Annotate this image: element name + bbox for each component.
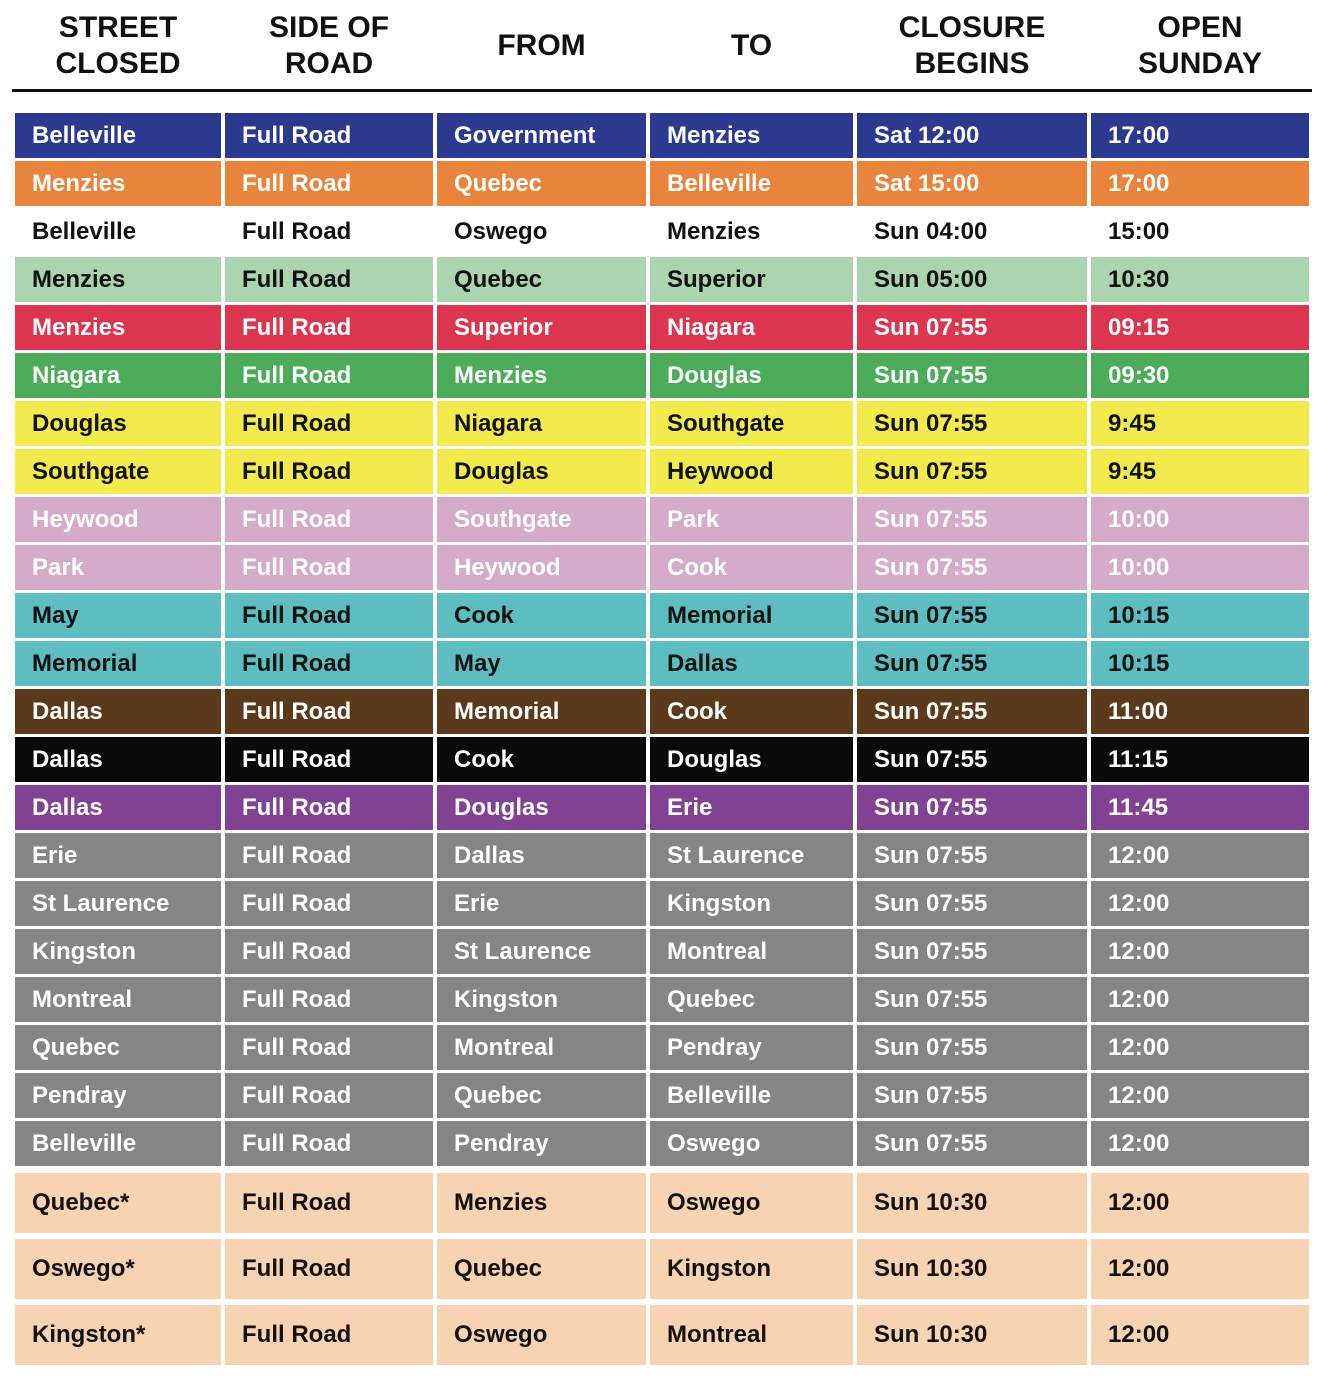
cell-street-closed: Kingston <box>15 929 221 974</box>
cell-from: Superior <box>437 305 646 350</box>
cell-street-closed: Heywood <box>15 497 221 542</box>
table-row <box>0 881 1324 926</box>
cell-street-closed: Montreal <box>15 977 221 1022</box>
cell-to: Douglas <box>650 353 853 398</box>
cell-open-sunday: 9:45 <box>1091 401 1309 446</box>
cell-open-sunday: 10:00 <box>1091 497 1309 542</box>
cell-from: Southgate <box>437 497 646 542</box>
cell-street-closed: Dallas <box>15 785 221 830</box>
cell-open-sunday: 17:00 <box>1091 113 1309 158</box>
table-row <box>0 641 1324 686</box>
cell-to: Montreal <box>650 929 853 974</box>
table-row <box>0 833 1324 878</box>
cell-street-closed: Oswego* <box>15 1239 221 1299</box>
cell-closure-begins: Sun 07:55 <box>857 353 1087 398</box>
cell-to: Heywood <box>650 449 853 494</box>
table-row <box>0 353 1324 398</box>
cell-side-of-road: Full Road <box>225 1239 433 1299</box>
cell-to: St Laurence <box>650 833 853 878</box>
cell-from: Oswego <box>437 209 646 254</box>
cell-to: Kingston <box>650 1239 853 1299</box>
table-row <box>0 161 1324 206</box>
table-row <box>0 1025 1324 1070</box>
cell-open-sunday: 12:00 <box>1091 977 1309 1022</box>
header-open-sunday: OPEN SUNDAY <box>1138 11 1262 80</box>
cell-side-of-road: Full Road <box>225 401 433 446</box>
cell-open-sunday: 10:30 <box>1091 257 1309 302</box>
cell-open-sunday: 09:15 <box>1091 305 1309 350</box>
cell-to: Belleville <box>650 161 853 206</box>
cell-to: Quebec <box>650 977 853 1022</box>
cell-to: Montreal <box>650 1305 853 1365</box>
cell-closure-begins: Sun 07:55 <box>857 881 1087 926</box>
cell-open-sunday: 12:00 <box>1091 881 1309 926</box>
cell-street-closed: Menzies <box>15 305 221 350</box>
table-row <box>0 1173 1324 1233</box>
cell-from: Pendray <box>437 1121 646 1166</box>
cell-to: Park <box>650 497 853 542</box>
cell-street-closed: Quebec* <box>15 1173 221 1233</box>
cell-closure-begins: Sun 04:00 <box>857 209 1087 254</box>
cell-street-closed: Menzies <box>15 257 221 302</box>
table-row <box>0 209 1324 254</box>
cell-to: Menzies <box>650 113 853 158</box>
cell-from: Government <box>437 113 646 158</box>
cell-street-closed: Memorial <box>15 641 221 686</box>
table-row <box>0 545 1324 590</box>
cell-side-of-road: Full Road <box>225 497 433 542</box>
cell-open-sunday: 12:00 <box>1091 1025 1309 1070</box>
table-row <box>0 689 1324 734</box>
cell-closure-begins: Sun 07:55 <box>857 737 1087 782</box>
cell-open-sunday: 11:00 <box>1091 689 1309 734</box>
cell-from: Memorial <box>437 689 646 734</box>
cell-side-of-road: Full Road <box>225 737 433 782</box>
cell-open-sunday: 9:45 <box>1091 449 1309 494</box>
cell-closure-begins: Sun 05:00 <box>857 257 1087 302</box>
cell-closure-begins: Sun 07:55 <box>857 305 1087 350</box>
table-row <box>0 977 1324 1022</box>
header-closure-begins: CLOSURE BEGINS <box>898 11 1046 80</box>
cell-from: Oswego <box>437 1305 646 1365</box>
header-side-of-road: SIDE OF ROAD <box>268 11 389 80</box>
header-from: FROM <box>497 29 586 62</box>
cell-side-of-road: Full Road <box>225 1305 433 1365</box>
cell-side-of-road: Full Road <box>225 929 433 974</box>
cell-to: Dallas <box>650 641 853 686</box>
cell-closure-begins: Sun 07:55 <box>857 449 1087 494</box>
cell-street-closed: St Laurence <box>15 881 221 926</box>
cell-open-sunday: 12:00 <box>1091 1073 1309 1118</box>
cell-side-of-road: Full Road <box>225 641 433 686</box>
cell-side-of-road: Full Road <box>225 161 433 206</box>
cell-street-closed: Belleville <box>15 1121 221 1166</box>
cell-closure-begins: Sun 10:30 <box>857 1305 1087 1365</box>
cell-to: Cook <box>650 545 853 590</box>
cell-closure-begins: Sun 10:30 <box>857 1173 1087 1233</box>
table-row <box>0 305 1324 350</box>
cell-side-of-road: Full Road <box>225 305 433 350</box>
cell-to: Douglas <box>650 737 853 782</box>
cell-from: May <box>437 641 646 686</box>
cell-street-closed: Erie <box>15 833 221 878</box>
cell-closure-begins: Sun 07:55 <box>857 1025 1087 1070</box>
cell-from: Menzies <box>437 1173 646 1233</box>
cell-to: Cook <box>650 689 853 734</box>
cell-open-sunday: 12:00 <box>1091 1305 1309 1365</box>
header-street-closed: STREET CLOSED <box>55 11 181 80</box>
cell-side-of-road: Full Road <box>225 257 433 302</box>
cell-side-of-road: Full Road <box>225 113 433 158</box>
cell-street-closed: Douglas <box>15 401 221 446</box>
cell-street-closed: Park <box>15 545 221 590</box>
cell-closure-begins: Sun 07:55 <box>857 689 1087 734</box>
table-row <box>0 497 1324 542</box>
cell-open-sunday: 12:00 <box>1091 929 1309 974</box>
cell-to: Belleville <box>650 1073 853 1118</box>
cell-open-sunday: 12:00 <box>1091 833 1309 878</box>
cell-closure-begins: Sat 12:00 <box>857 113 1087 158</box>
cell-street-closed: Belleville <box>15 113 221 158</box>
cell-street-closed: Dallas <box>15 689 221 734</box>
table-row <box>0 113 1324 158</box>
table-row <box>0 1073 1324 1118</box>
cell-from: Dallas <box>437 833 646 878</box>
cell-side-of-road: Full Road <box>225 1025 433 1070</box>
cell-side-of-road: Full Road <box>225 209 433 254</box>
cell-to: Superior <box>650 257 853 302</box>
cell-open-sunday: 12:00 <box>1091 1173 1309 1233</box>
cell-street-closed: Menzies <box>15 161 221 206</box>
cell-open-sunday: 09:30 <box>1091 353 1309 398</box>
cell-open-sunday: 10:15 <box>1091 593 1309 638</box>
cell-to: Memorial <box>650 593 853 638</box>
cell-closure-begins: Sun 07:55 <box>857 1121 1087 1166</box>
cell-to: Pendray <box>650 1025 853 1070</box>
cell-side-of-road: Full Road <box>225 1173 433 1233</box>
cell-street-closed: Kingston* <box>15 1305 221 1365</box>
cell-from: Douglas <box>437 785 646 830</box>
cell-street-closed: Dallas <box>15 737 221 782</box>
table-row <box>0 1239 1324 1299</box>
cell-side-of-road: Full Road <box>225 593 433 638</box>
cell-from: Montreal <box>437 1025 646 1070</box>
cell-closure-begins: Sun 07:55 <box>857 401 1087 446</box>
cell-from: Niagara <box>437 401 646 446</box>
table-row <box>0 257 1324 302</box>
table-row <box>0 1305 1324 1365</box>
cell-open-sunday: 15:00 <box>1091 209 1309 254</box>
header-to: TO <box>730 29 773 62</box>
cell-closure-begins: Sun 07:55 <box>857 785 1087 830</box>
cell-side-of-road: Full Road <box>225 881 433 926</box>
cell-street-closed: Niagara <box>15 353 221 398</box>
cell-street-closed: May <box>15 593 221 638</box>
cell-open-sunday: 17:00 <box>1091 161 1309 206</box>
cell-to: Niagara <box>650 305 853 350</box>
cell-from: Quebec <box>437 1073 646 1118</box>
cell-from: Heywood <box>437 545 646 590</box>
cell-to: Erie <box>650 785 853 830</box>
cell-street-closed: Pendray <box>15 1073 221 1118</box>
cell-open-sunday: 11:45 <box>1091 785 1309 830</box>
cell-to: Oswego <box>650 1121 853 1166</box>
cell-to: Kingston <box>650 881 853 926</box>
cell-side-of-road: Full Road <box>225 1073 433 1118</box>
cell-side-of-road: Full Road <box>225 833 433 878</box>
cell-open-sunday: 10:00 <box>1091 545 1309 590</box>
cell-street-closed: Southgate <box>15 449 221 494</box>
cell-from: Kingston <box>437 977 646 1022</box>
cell-from: Quebec <box>437 1239 646 1299</box>
cell-to: Oswego <box>650 1173 853 1233</box>
cell-to: Southgate <box>650 401 853 446</box>
cell-from: Quebec <box>437 257 646 302</box>
cell-closure-begins: Sun 07:55 <box>857 929 1087 974</box>
cell-side-of-road: Full Road <box>225 545 433 590</box>
cell-street-closed: Quebec <box>15 1025 221 1070</box>
cell-open-sunday: 11:15 <box>1091 737 1309 782</box>
cell-open-sunday: 12:00 <box>1091 1239 1309 1299</box>
cell-from: Erie <box>437 881 646 926</box>
cell-to: Menzies <box>650 209 853 254</box>
table-row <box>0 401 1324 446</box>
cell-closure-begins: Sun 07:55 <box>857 833 1087 878</box>
cell-closure-begins: Sun 07:55 <box>857 497 1087 542</box>
cell-street-closed: Belleville <box>15 209 221 254</box>
cell-side-of-road: Full Road <box>225 689 433 734</box>
table-row <box>0 593 1324 638</box>
cell-side-of-road: Full Road <box>225 449 433 494</box>
cell-from: St Laurence <box>437 929 646 974</box>
cell-side-of-road: Full Road <box>225 353 433 398</box>
table-row <box>0 1121 1324 1166</box>
cell-closure-begins: Sun 07:55 <box>857 977 1087 1022</box>
table-row <box>0 929 1324 974</box>
cell-side-of-road: Full Road <box>225 785 433 830</box>
table-row <box>0 785 1324 830</box>
cell-closure-begins: Sun 07:55 <box>857 593 1087 638</box>
cell-open-sunday: 12:00 <box>1091 1121 1309 1166</box>
table-row <box>0 449 1324 494</box>
cell-from: Cook <box>437 737 646 782</box>
cell-from: Douglas <box>437 449 646 494</box>
cell-from: Cook <box>437 593 646 638</box>
cell-from: Menzies <box>437 353 646 398</box>
table-row <box>0 737 1324 782</box>
cell-closure-begins: Sat 15:00 <box>857 161 1087 206</box>
cell-closure-begins: Sun 07:55 <box>857 641 1087 686</box>
cell-closure-begins: Sun 07:55 <box>857 1073 1087 1118</box>
cell-side-of-road: Full Road <box>225 1121 433 1166</box>
cell-side-of-road: Full Road <box>225 977 433 1022</box>
cell-closure-begins: Sun 10:30 <box>857 1239 1087 1299</box>
cell-open-sunday: 10:15 <box>1091 641 1309 686</box>
cell-from: Quebec <box>437 161 646 206</box>
cell-closure-begins: Sun 07:55 <box>857 545 1087 590</box>
